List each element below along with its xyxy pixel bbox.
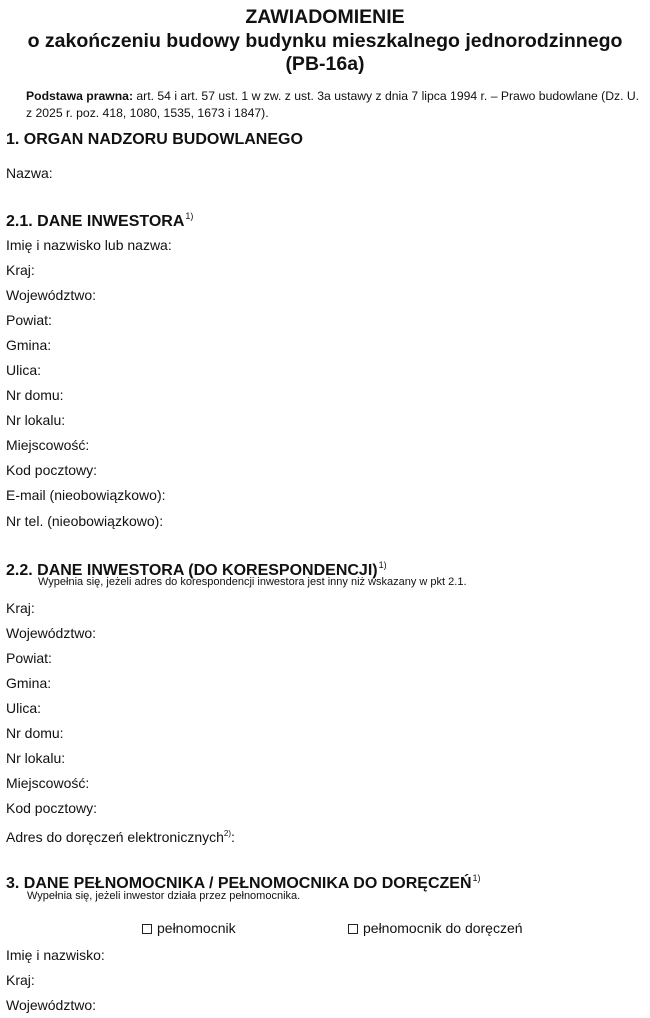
field-corr-apartment-number[interactable]: Nr lokalu: <box>6 750 66 766</box>
section-2-1-heading <box>6 207 193 231</box>
checkbox-icon[interactable] <box>348 924 358 934</box>
field-corr-postal-code[interactable]: Kod pocztowy: <box>6 800 98 816</box>
checkbox-delivery-attorney[interactable] <box>348 920 523 936</box>
field-country[interactable]: Kraj: <box>6 262 35 278</box>
field-attorney-name[interactable]: Imię i nazwisko: <box>6 947 105 963</box>
field-email[interactable]: E-mail (nieobowiązkowo): <box>6 487 166 503</box>
field-apartment-number[interactable]: Nr lokalu: <box>6 412 66 428</box>
legal-basis-label: Podstawa prawna: <box>26 89 134 103</box>
field-edelivery-address[interactable] <box>6 826 235 845</box>
field-corr-county[interactable]: Powiat: <box>6 650 52 666</box>
legal-basis-text: art. 54 i art. 57 ust. 1 w zw. z ust. 3a ustawy z dnia 7 lipca 1994 r. – Prawo budowlane (Dz. U. z 2025 r. poz. 418, 1080, 1535, 1673 i 1847). <box>26 89 640 120</box>
edelivery-label: Adres do doręczeń elektronicznych <box>6 829 224 845</box>
document-subtitle: o zakończeniu budowy budynku mieszkalnego jednorodzinnego <box>27 30 623 52</box>
field-corr-locality[interactable]: Miejscowość: <box>6 775 90 791</box>
field-attorney-voivodeship[interactable]: Województwo: <box>6 997 97 1013</box>
field-county[interactable]: Powiat: <box>6 312 52 328</box>
section-1-heading <box>6 131 303 149</box>
field-corr-voivodeship[interactable]: Województwo: <box>6 625 97 641</box>
section-2-2-note: Wypełnia się, jeżeli adres do korespondencji inwestora jest inny niż wskazany w pkt 2.1. <box>38 576 467 588</box>
form-code: (PB-16a) <box>285 53 365 75</box>
section-3-note: Wypełnia się, jeżeli inwestor działa przez pełnomocnika. <box>27 890 301 902</box>
footnote-ref: 2) <box>223 829 232 838</box>
field-phone[interactable]: Nr tel. (nieobowiązkowo): <box>6 513 164 529</box>
field-corr-street[interactable]: Ulica: <box>6 700 42 716</box>
field-locality[interactable]: Miejscowość: <box>6 437 90 453</box>
edelivery-colon: : <box>231 829 235 845</box>
section-2-1-title: 2.1. DANE INWESTORA <box>6 213 185 230</box>
section-2-2-title: 2.2. DANE INWESTORA (DO KORESPONDENCJI) <box>6 562 378 579</box>
field-investor-name[interactable]: Imię i nazwisko lub nazwa: <box>6 237 172 253</box>
field-house-number[interactable]: Nr domu: <box>6 387 64 403</box>
checkbox-icon[interactable] <box>142 924 152 934</box>
field-commune[interactable]: Gmina: <box>6 337 52 353</box>
footnote-ref: 1) <box>472 873 481 883</box>
field-corr-commune[interactable]: Gmina: <box>6 675 52 691</box>
footnote-ref: 1) <box>378 560 387 570</box>
field-attorney-country[interactable]: Kraj: <box>6 972 35 988</box>
checkbox-attorney-label: pełnomocnik <box>157 920 236 936</box>
field-voivodeship[interactable]: Województwo: <box>6 287 97 303</box>
field-corr-country[interactable]: Kraj: <box>6 600 35 616</box>
checkbox-attorney[interactable] <box>142 920 236 936</box>
field-corr-house-number[interactable]: Nr domu: <box>6 725 64 741</box>
footnote-ref: 1) <box>185 211 194 221</box>
section-3-title: 3. DANE PEŁNOMOCNIKA / PEŁNOMOCNIKA DO DORĘCZEŃ <box>6 875 472 892</box>
checkbox-delivery-attorney-label: pełnomocnik do doręczeń <box>363 920 523 936</box>
field-organ-name[interactable]: Nazwa: <box>6 165 53 181</box>
legal-basis <box>26 88 646 122</box>
document-title: ZAWIADOMIENIE <box>245 6 405 28</box>
field-street[interactable]: Ulica: <box>6 362 42 378</box>
field-postal-code[interactable]: Kod pocztowy: <box>6 462 98 478</box>
section-1-title: 1. ORGAN NADZORU BUDOWLANEGO <box>6 131 303 148</box>
